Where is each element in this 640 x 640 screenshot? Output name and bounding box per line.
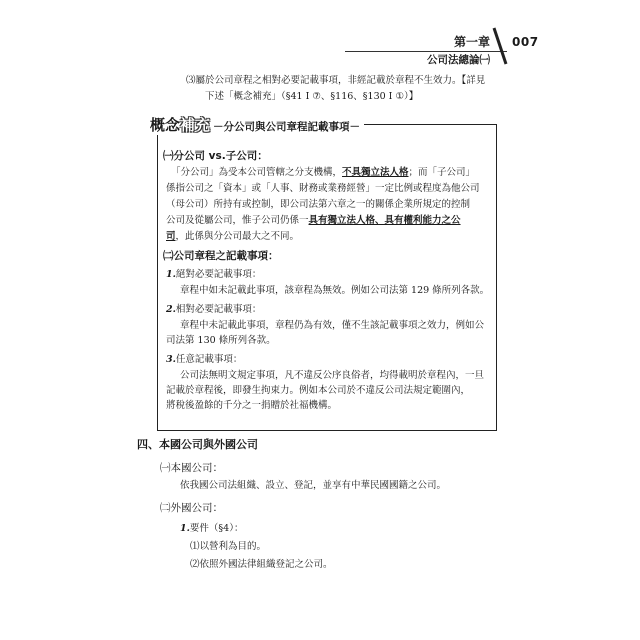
item-label: 要件（§4）：: [189, 523, 244, 534]
emphasis-text: 具有獨立法人格、具有權利能力之公: [308, 215, 461, 226]
header-slash-ornament: [490, 26, 512, 66]
concept-title-part1: 概念: [150, 116, 181, 134]
concept-sub2-heading: ㈡公司章程之記載事項：: [163, 250, 279, 262]
concept-sub1-line1: [171, 165, 475, 180]
item-label: 絕對必要記載事項：: [175, 269, 262, 280]
emphasis-text: 不具獨立法人格: [342, 167, 409, 178]
concept-sub1-heading: ㈠分公司 vs.子公司：: [163, 150, 268, 162]
concept-box-title: [146, 114, 364, 135]
concept-item3-heading: [166, 351, 242, 365]
emphasis-text: 司: [166, 231, 176, 242]
concept-sub1-line5: [166, 229, 299, 244]
item-number: 2.: [166, 304, 176, 315]
item-label: 相對必要記載事項：: [175, 304, 262, 315]
concept-item1-text: 章程中如未記載此事項，該章程為無效。例如公司法第 129 條所列各款。: [180, 285, 490, 296]
concept-item1-heading: [166, 266, 261, 280]
section4-req-1: ⑴以營利為目的。: [190, 541, 267, 552]
concept-sub1-line4: [166, 213, 461, 228]
intro-line-2: 下述「概念補充」（§41 I ⑦、§116、§130 I ①）】: [205, 91, 419, 102]
section4-sub2-heading: ㈡外國公司：: [160, 502, 223, 514]
section4-req-heading: [180, 520, 243, 534]
item-number: 1.: [180, 523, 190, 534]
concept-title-rest: －分公司與公司章程記載事項－: [213, 121, 361, 133]
concept-title-part2: 補充: [180, 116, 211, 134]
page-number: 007: [512, 35, 539, 49]
item-number: 3.: [166, 354, 176, 365]
section4-req-2: ⑵依照外國法律組織登記之公司。: [190, 559, 333, 570]
concept-item2-text-1: 章程中未記載此事項，章程仍為有效，僅不生該記載事項之效力，例如公: [180, 320, 485, 331]
concept-item2-text-2: 司法第 130 條所列各款。: [166, 335, 276, 346]
section4-sub1-text: 依我國公司法組織、設立、登記，並享有中華民國國籍之公司。: [180, 480, 447, 491]
text-run: ，此係與分公司最大之不同。: [175, 231, 300, 242]
chapter-subtitle: 公司法總論㈠: [427, 54, 490, 66]
concept-item3-text-1: 公司法無明文規定事項，凡不違反公序良俗者，均得載明於章程內，一旦: [180, 370, 485, 381]
concept-sub1-line2: 係指公司之「資本」或「人事、財務或業務經營」一定比例或程度為他公司: [166, 183, 480, 194]
concept-item2-heading: [166, 301, 261, 315]
concept-item3-text-2: 記載於章程後，即發生拘束力。例如本公司於不違反公司法規定範圍內，: [166, 385, 471, 396]
section4-heading: 四、本國公司與外國公司: [137, 438, 258, 451]
chapter-label: 第一章: [453, 35, 490, 49]
text-run: ；而「子公司」: [408, 167, 476, 178]
text-run: 公司及從屬公司，惟子公司仍係一: [166, 215, 309, 226]
item-label: 任意記載事項：: [175, 354, 243, 365]
section4-sub1-heading: ㈠本國公司：: [160, 462, 223, 474]
concept-item3-text-3: 將稅後盈餘的千分之一捐贈於社福機構。: [166, 400, 338, 411]
item-number: 1.: [166, 269, 176, 280]
intro-line-1: ⑶屬於公司章程之相對必要記載事項，非經記載於章程不生效力。【詳見: [186, 75, 486, 86]
concept-sub1-line3: （母公司）所持有或控制，即公司法第六章之一的關係企業所規定的控制: [166, 199, 471, 210]
text-run: 「分公司」為受本公司管轄之分支機構，: [171, 167, 343, 178]
